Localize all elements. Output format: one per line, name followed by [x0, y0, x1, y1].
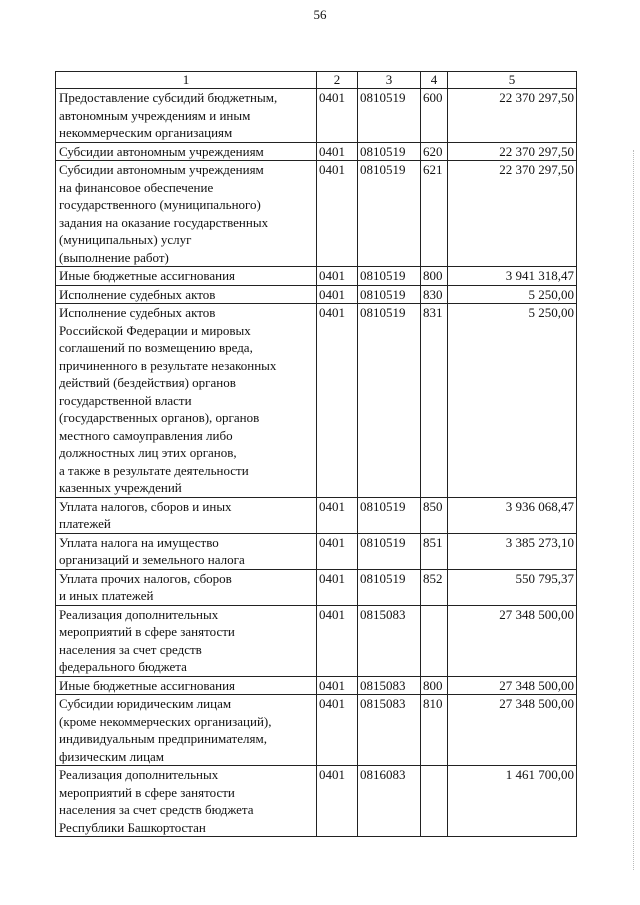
row-amount: 3 941 318,47 — [448, 267, 577, 286]
row-name: Исполнение судебных актов — [56, 285, 317, 304]
row-name: Субсидии юридическим лицам (кроме некоммерческих организаций), индивидуальным предпринимателям, физическим лицам — [56, 695, 317, 766]
row-section-code: 0401 — [317, 304, 358, 498]
row-section-code: 0401 — [317, 89, 358, 143]
row-target-code: 0810519 — [358, 142, 421, 161]
row-target-code: 0810519 — [358, 89, 421, 143]
row-name: Субсидии автономным учреждениям на финансовое обеспечение государственного (муниципального) задания на оказание государственных (муниципальных) услуг (выполнение работ) — [56, 161, 317, 267]
table-row — [56, 89, 577, 143]
row-name: Реализация дополнительных мероприятий в сфере занятости населения за счет средств федерального бюджета — [56, 605, 317, 676]
row-amount: 3 936 068,47 — [448, 497, 577, 533]
row-name: Субсидии автономным учреждениям — [56, 142, 317, 161]
table-row — [56, 142, 577, 161]
row-amount: 27 348 500,00 — [448, 605, 577, 676]
row-name: Уплата прочих налогов, сборов и иных платежей — [56, 569, 317, 605]
row-amount: 22 370 297,50 — [448, 161, 577, 267]
row-amount: 27 348 500,00 — [448, 695, 577, 766]
table-row — [56, 285, 577, 304]
row-expense-kind: 852 — [421, 569, 448, 605]
row-amount: 550 795,37 — [448, 569, 577, 605]
row-section-code: 0401 — [317, 497, 358, 533]
table-row — [56, 497, 577, 533]
row-expense-kind: 830 — [421, 285, 448, 304]
table-row — [56, 304, 577, 498]
header-col-4: 4 — [421, 72, 448, 89]
row-amount: 22 370 297,50 — [448, 89, 577, 143]
row-section-code: 0401 — [317, 695, 358, 766]
row-amount: 5 250,00 — [448, 304, 577, 498]
row-amount: 5 250,00 — [448, 285, 577, 304]
row-name: Исполнение судебных актов Российской Федерации и мировых соглашений по возмещению вреда, причиненного в результате незаконных действий (бездействия) органов государственной власти (государственных органов), органов местного самоуправления либо должностных лиц этих органов, а также в результате деятельности казенных учреждений — [56, 304, 317, 498]
row-section-code: 0401 — [317, 569, 358, 605]
row-target-code: 0816083 — [358, 766, 421, 837]
row-expense-kind: 620 — [421, 142, 448, 161]
table-row — [56, 695, 577, 766]
table-row — [56, 676, 577, 695]
table-row — [56, 569, 577, 605]
row-name: Реализация дополнительных мероприятий в сфере занятости населения за счет средств бюджета Республики Башкортостан — [56, 766, 317, 837]
row-expense-kind: 810 — [421, 695, 448, 766]
row-target-code: 0810519 — [358, 533, 421, 569]
row-section-code: 0401 — [317, 285, 358, 304]
table-row — [56, 766, 577, 837]
table-row — [56, 605, 577, 676]
page-edge-line — [633, 150, 634, 870]
row-amount: 22 370 297,50 — [448, 142, 577, 161]
row-target-code: 0810519 — [358, 267, 421, 286]
header-col-1: 1 — [56, 72, 317, 89]
row-section-code: 0401 — [317, 676, 358, 695]
row-expense-kind — [421, 766, 448, 837]
table-row — [56, 267, 577, 286]
row-name: Иные бюджетные ассигнования — [56, 267, 317, 286]
row-target-code: 0815083 — [358, 695, 421, 766]
row-target-code: 0810519 — [358, 497, 421, 533]
row-name: Иные бюджетные ассигнования — [56, 676, 317, 695]
row-target-code: 0815083 — [358, 605, 421, 676]
header-col-5: 5 — [448, 72, 577, 89]
row-expense-kind: 850 — [421, 497, 448, 533]
row-expense-kind: 621 — [421, 161, 448, 267]
header-col-2: 2 — [317, 72, 358, 89]
row-name: Уплата налогов, сборов и иных платежей — [56, 497, 317, 533]
row-section-code: 0401 — [317, 605, 358, 676]
row-target-code: 0810519 — [358, 569, 421, 605]
row-expense-kind — [421, 605, 448, 676]
row-section-code: 0401 — [317, 161, 358, 267]
row-section-code: 0401 — [317, 142, 358, 161]
header-row — [56, 72, 577, 89]
row-amount: 27 348 500,00 — [448, 676, 577, 695]
row-target-code: 0815083 — [358, 676, 421, 695]
budget-table — [55, 71, 577, 837]
table-row — [56, 533, 577, 569]
row-name: Предоставление субсидий бюджетным, автономным учреждениям и иным некоммерческим организациям — [56, 89, 317, 143]
row-target-code: 0810519 — [358, 285, 421, 304]
row-expense-kind: 800 — [421, 267, 448, 286]
row-section-code: 0401 — [317, 766, 358, 837]
row-section-code: 0401 — [317, 533, 358, 569]
row-expense-kind: 800 — [421, 676, 448, 695]
row-amount: 1 461 700,00 — [448, 766, 577, 837]
row-expense-kind: 600 — [421, 89, 448, 143]
row-amount: 3 385 273,10 — [448, 533, 577, 569]
row-name: Уплата налога на имущество организаций и земельного налога — [56, 533, 317, 569]
row-section-code: 0401 — [317, 267, 358, 286]
page-number: 56 — [313, 7, 327, 22]
row-expense-kind: 851 — [421, 533, 448, 569]
table-row — [56, 161, 577, 267]
header-col-3: 3 — [358, 72, 421, 89]
row-target-code: 0810519 — [358, 304, 421, 498]
row-expense-kind: 831 — [421, 304, 448, 498]
row-target-code: 0810519 — [358, 161, 421, 267]
